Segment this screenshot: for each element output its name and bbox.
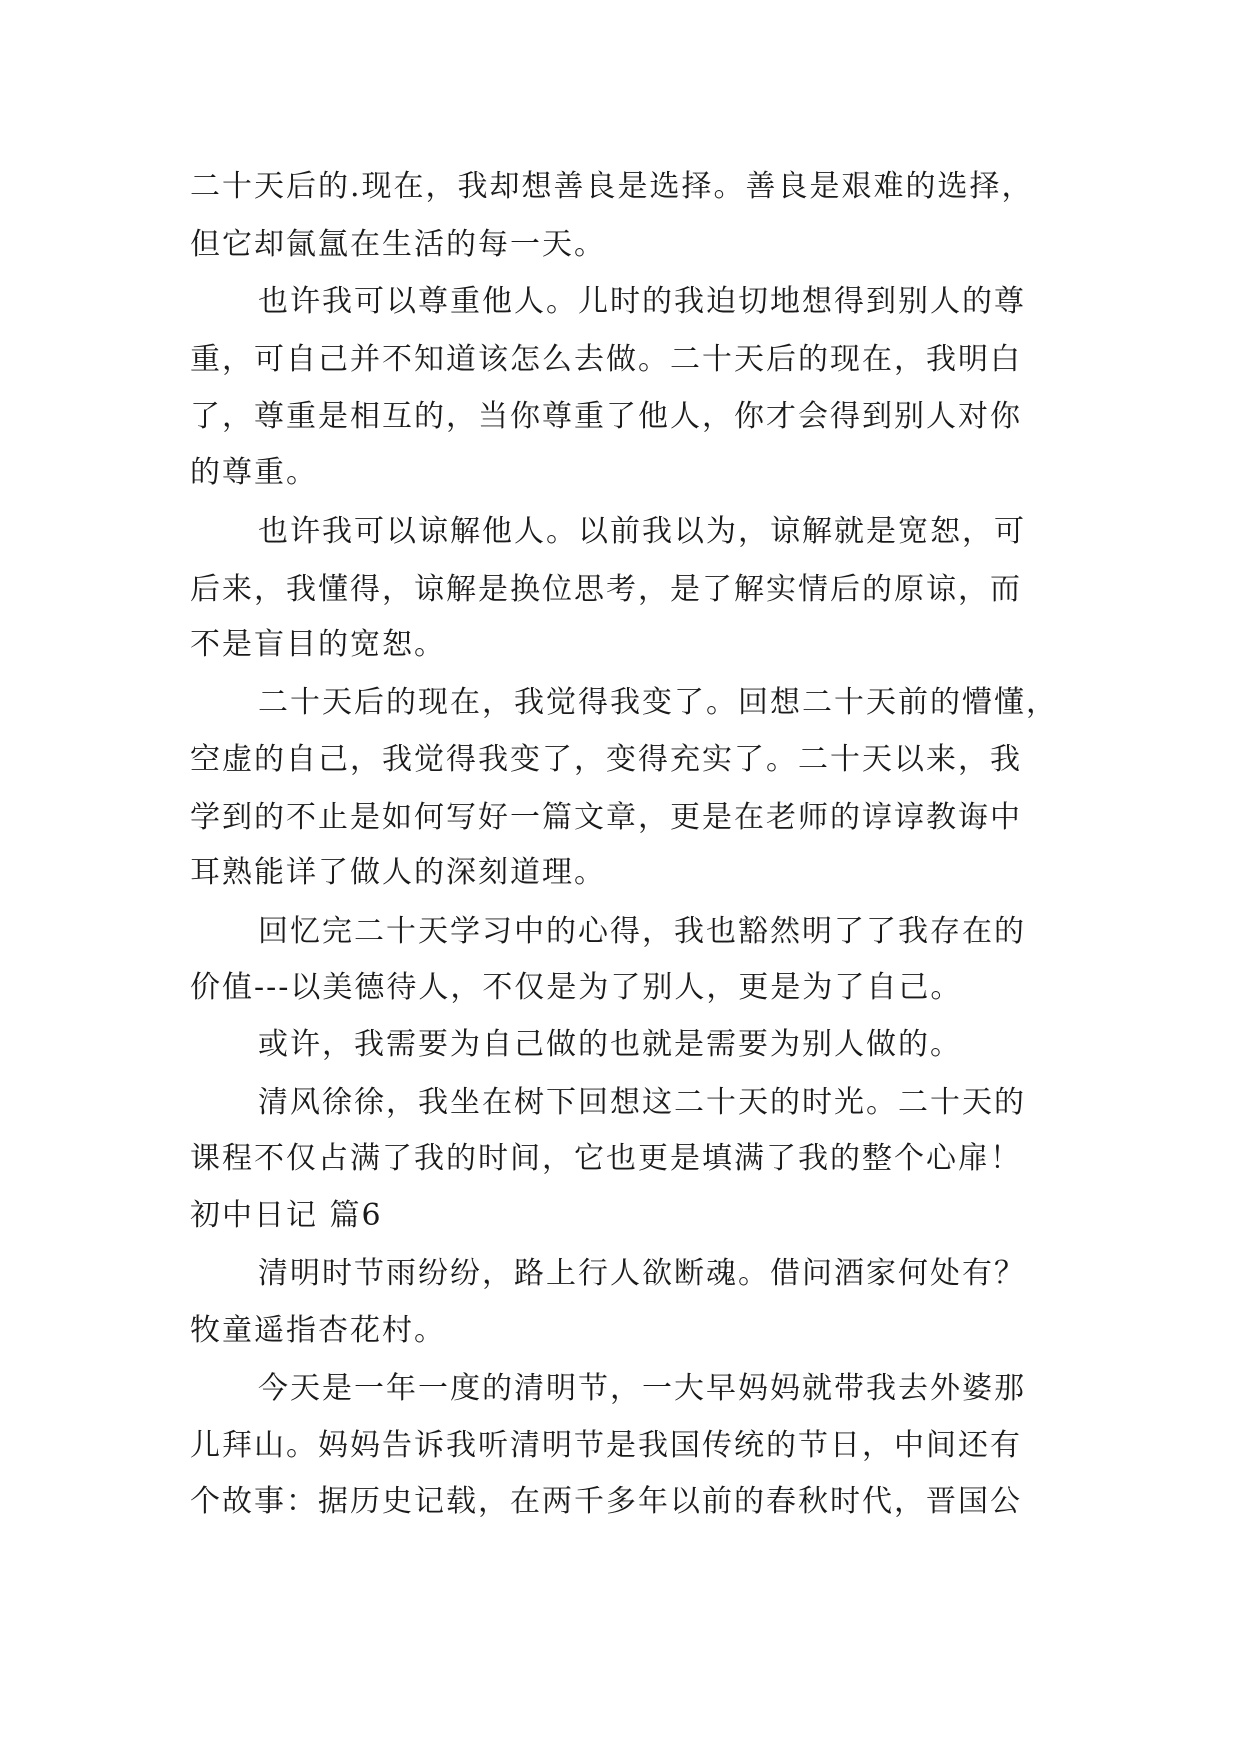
paragraph-first-line: 二十天后的现在，我觉得我变了。回想二十天前的懵懂， <box>258 685 1058 720</box>
paragraph-first-line: 清明时节雨纷纷，路上行人欲断魂。借问酒家何处有？ <box>258 1256 1026 1291</box>
paragraph-first-line: 回忆完二十天学习中的心得，我也豁然明了了我存在的 <box>258 914 1026 949</box>
text-line: 儿拜山。妈妈告诉我听清明节是我国传统的节日，中间还有 <box>190 1428 1022 1463</box>
text-line: 重，可自己并不知道该怎么去做。二十天后的现在，我明白 <box>190 342 1022 377</box>
paragraph-first-line: 或许，我需要为自己做的也就是需要为别人做的。 <box>258 1027 962 1062</box>
text-line: 耳熟能详了做人的深刻道理。 <box>190 855 606 890</box>
text-line: 课程不仅占满了我的时间，它也更是填满了我的整个心扉！ <box>190 1141 1022 1176</box>
text-line: 不是盲目的宽恕。 <box>190 627 446 662</box>
paragraph-first-line: 今天是一年一度的清明节，一大早妈妈就带我去外婆那 <box>258 1371 1026 1406</box>
text-line: 个故事：据历史记载，在两千多年以前的春秋时代，晋国公 <box>190 1484 1022 1519</box>
text-line: 的尊重。 <box>190 455 318 490</box>
text-line: 牧童遥指杏花村。 <box>190 1313 446 1348</box>
text-line: 学到的不止是如何写好一篇文章，更是在老师的谆谆教诲中 <box>190 800 1022 835</box>
text-line: 后来，我懂得，谅解是换位思考，是了解实情后的原谅，而 <box>190 572 1022 607</box>
text-line: 二十天后的.现在，我却想善良是选择。善良是艰难的选择， <box>190 169 1034 204</box>
text-line: 价值---以美德待人，不仅是为了别人，更是为了自己。 <box>190 970 963 1005</box>
text-line: 空虚的自己，我觉得我变了，变得充实了。二十天以来，我 <box>190 742 1022 777</box>
text-line: 了，尊重是相互的，当你尊重了他人，你才会得到别人对你 <box>190 399 1022 434</box>
paragraph-first-line: 清风徐徐，我坐在树下回想这二十天的时光。二十天的 <box>258 1085 1026 1120</box>
section-heading: 初中日记 篇6 <box>190 1198 383 1233</box>
text-line: 但它却氤氲在生活的每一天。 <box>190 227 606 262</box>
paragraph-first-line: 也许我可以谅解他人。以前我以为，谅解就是宽恕，可 <box>258 514 1026 549</box>
paragraph-first-line: 也许我可以尊重他人。儿时的我迫切地想得到别人的尊 <box>258 284 1026 319</box>
